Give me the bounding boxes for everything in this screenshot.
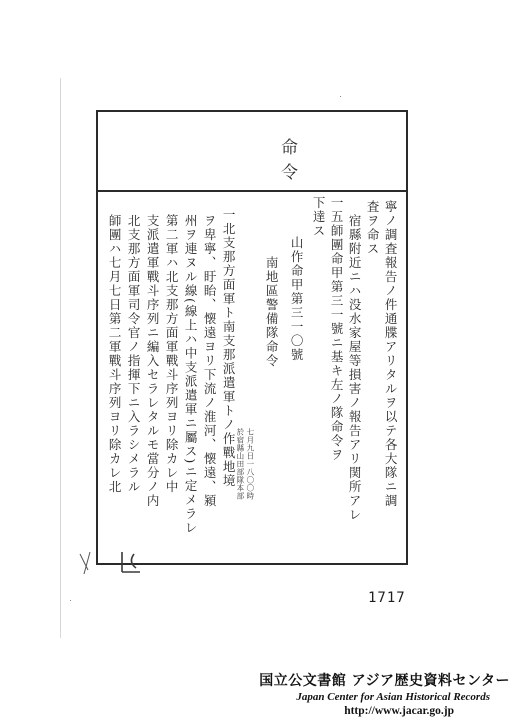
text-line-2: 査ヲ命ス: [365, 200, 381, 256]
ink-marks: [78, 548, 148, 576]
text-line-4: 一五師團命甲第三一號ニ基キ左ノ隊命令ヲ: [329, 196, 345, 462]
footer-url: http://www.jacar.go.jp: [344, 705, 454, 717]
place-note: 於宿縣山田部隊本部: [235, 428, 245, 500]
text-line-1: 寧ノ調査報告ノ件通牒アリタルヲ以テ各大隊ニ調: [383, 200, 399, 508]
header-divider: [96, 190, 408, 192]
text-line-11: 第二軍ハ北支那方面軍戰斗序列ヨリ除カレ中: [164, 214, 180, 494]
text-line-12: 支派遣軍戰斗序列ニ編入セラレタルモ當分ノ内: [145, 214, 161, 508]
text-line-13: 北支那方面軍司令官ノ指揮下ニ入ラシメラル: [126, 214, 142, 494]
text-line-8: 一北支那方面軍ト南支那派遣軍トノ作戰地境: [221, 208, 237, 488]
scan-speck: [70, 600, 71, 601]
footer-english-name: Japan Center for Asian Historical Records: [296, 691, 490, 703]
text-line-9: ヲ卑寧、盱眙、懐遠ヨリ下流ノ淮河、懐遠、潁: [202, 214, 218, 508]
scan-speck: [340, 96, 341, 97]
text-line-14: 師團ハ七月七日第二軍戰斗序列ヨリ除カレ北: [107, 214, 123, 494]
text-line-10: 州ヲ連ヌル線(線上ハ中支派遣軍ニ屬ス)ニ定メラレ: [183, 214, 199, 535]
text-line-6: 山作命甲第三一〇號: [289, 236, 305, 362]
footer-organization: 国立公文書館 アジア歴史資料センター: [259, 673, 510, 689]
text-line-7: 南地區警備隊命令: [264, 256, 280, 368]
text-line-5: 下達ス: [311, 196, 327, 238]
page-number: 1717: [368, 590, 406, 606]
document-heading: 命令: [277, 138, 297, 188]
archive-footer: [192, 672, 510, 718]
text-line-3: 宿縣附近ニハ没水家屋等損害ノ報告アリ関所アレ: [347, 214, 363, 522]
date-note: 七月九日一八〇〇時: [245, 428, 255, 500]
